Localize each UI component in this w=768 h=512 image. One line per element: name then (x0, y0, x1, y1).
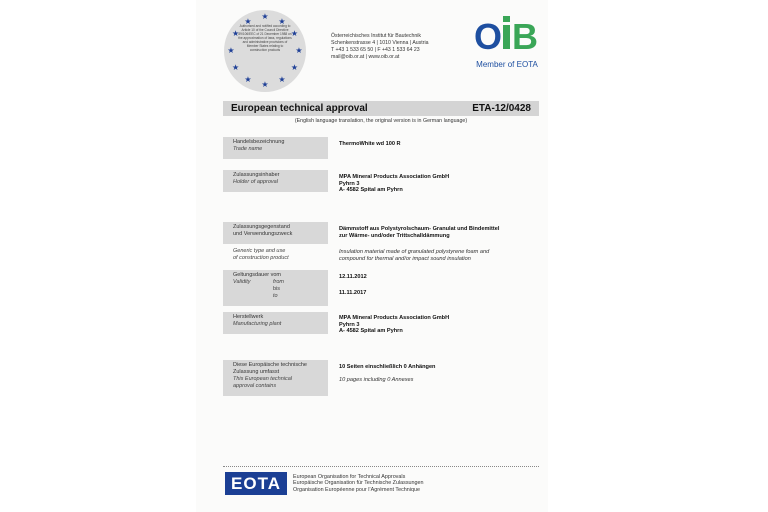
eota-logo: EOTA (225, 472, 287, 495)
contains-label-en-1: This European technical (233, 376, 293, 382)
oib-logo (473, 16, 539, 56)
validity-to: 11.11.2017 (339, 289, 367, 296)
document-title: European technical approval (231, 103, 368, 114)
generic-value-1: Insulation material made of granulated polystyrene foam and (339, 249, 490, 255)
eu-star-icon: ★ (278, 75, 286, 85)
trade-name-value: ThermoWhite wd 100 R (339, 141, 401, 147)
approval-number: ETA-12/0428 (472, 103, 531, 114)
subject-label (223, 222, 328, 244)
institute-phone: T +43 1 533 65 50 | F +43 1 533 64 23 (331, 47, 420, 53)
eu-star-icon: ★ (290, 29, 299, 38)
generic-value-2: compound for thermal and/or impact sound insulation (339, 255, 471, 262)
eota-name-fr: Organisation Européenne pour l’Agrément Technique (293, 486, 420, 493)
eu-star-icon: ★ (244, 75, 252, 85)
plant-line-3: A- 4582 Spital am Pyhrn (339, 328, 403, 335)
generic-label (223, 246, 328, 266)
svg-text:O: O (474, 16, 503, 56)
seal-text: Authorised and notified according to Article 10 of the Council Directive 89/106/EEC of 21 December 1988 on the approximation of laws, regulations and administrative provisions of Member States relating to construction products (238, 24, 292, 52)
validity-label-to: to (273, 293, 278, 299)
contains-value-en: 10 pages including 0 Annexes (339, 376, 414, 383)
document-page (196, 0, 548, 512)
translation-note: (English language translation, the original version is in German language) (294, 118, 468, 124)
oib-member-text: Member of EOTA (476, 60, 538, 69)
generic-label-en-1: Generic type and use (233, 248, 286, 254)
institute-address: Schenkenstrasse 4 | 1010 Vienna | Austria (331, 40, 429, 46)
validity-label (223, 270, 328, 306)
holder-line-3: A- 4582 Spital am Pyhrn (339, 187, 403, 194)
eota-name-block (293, 474, 453, 493)
holder-label-de: Zulassungsinhaber (233, 172, 280, 178)
institute-name: Österreichisches Institut für Bautechnik (331, 33, 421, 39)
validity-label-bis: bis (273, 286, 281, 292)
contains-label-de-1: Diese Europäische technische (233, 362, 307, 368)
eu-star-icon: ★ (244, 16, 252, 26)
plant-label-en: Manufacturing plant (233, 321, 282, 327)
trade-name-label (223, 137, 328, 159)
holder-value-block (339, 174, 539, 194)
contains-label (223, 360, 328, 396)
eu-star-icon: ★ (227, 46, 235, 55)
validity-from: 12.11.2012 (339, 274, 367, 280)
holder-line-1: MPA Mineral Products Association GmbH (339, 174, 450, 180)
subject-value-2: zur Wärme- und/oder Trittschalldämmung (339, 232, 450, 239)
institute-contact: mail@oib.or.at | www.oib.or.at (331, 54, 400, 60)
eota-name-en: European Organisation for Technical Approvals (293, 474, 406, 480)
subject-label-de-2: und Verwendungszweck (233, 231, 293, 237)
contains-label-en-2: approval contains (233, 383, 277, 389)
eota-name-de: Europäische Organisation für Technische Zulassungen (293, 480, 424, 487)
contains-label-de-2: Zulassung umfasst (233, 369, 280, 375)
plant-label (223, 312, 328, 334)
validity-value-block (339, 274, 539, 296)
svg-text:B: B (512, 16, 538, 56)
holder-label (223, 170, 328, 192)
eu-star-icon: ★ (231, 63, 240, 72)
institute-address-block (331, 33, 466, 61)
title-bar (223, 101, 539, 116)
subject-value-block (339, 226, 539, 239)
contains-value-block (339, 364, 539, 383)
generic-label-en-2: of construction product (233, 255, 289, 261)
plant-label-de: Herstellwerk (233, 314, 264, 320)
plant-line-1: MPA Mineral Products Association GmbH (339, 315, 450, 321)
holder-label-en: Holder of approval (233, 179, 278, 185)
eu-star-icon: ★ (261, 12, 269, 21)
validity-label-de: Geltungsdauer vom (233, 272, 281, 278)
eu-star-icon: ★ (278, 16, 286, 26)
trade-name-label-en: Trade name (233, 146, 263, 152)
eu-star-icon: ★ (290, 63, 299, 72)
subject-value-1: Dämmstoff aus Polystyrolschaum- Granulat und Bindemittel (339, 226, 500, 232)
generic-value-block (339, 249, 539, 262)
eu-star-icon: ★ (261, 80, 269, 89)
trade-name-label-de: Handelsbezeichnung (233, 139, 285, 145)
footer-divider (223, 466, 539, 467)
plant-line-2: Pyhrn 3 (339, 321, 360, 328)
validity-label-from: from (273, 279, 284, 285)
validity-label-en: Validity (233, 279, 251, 285)
holder-line-2: Pyhrn 3 (339, 180, 360, 187)
notified-body-seal (224, 10, 306, 92)
eu-star-icon: ★ (231, 29, 240, 38)
subject-label-de-1: Zulassungsgegenstand (233, 224, 290, 230)
trade-name-value-block (339, 141, 539, 148)
contains-value-de: 10 Seiten einschließlich 0 Anhängen (339, 364, 436, 370)
eu-star-icon: ★ (295, 46, 303, 55)
plant-value-block (339, 315, 539, 335)
